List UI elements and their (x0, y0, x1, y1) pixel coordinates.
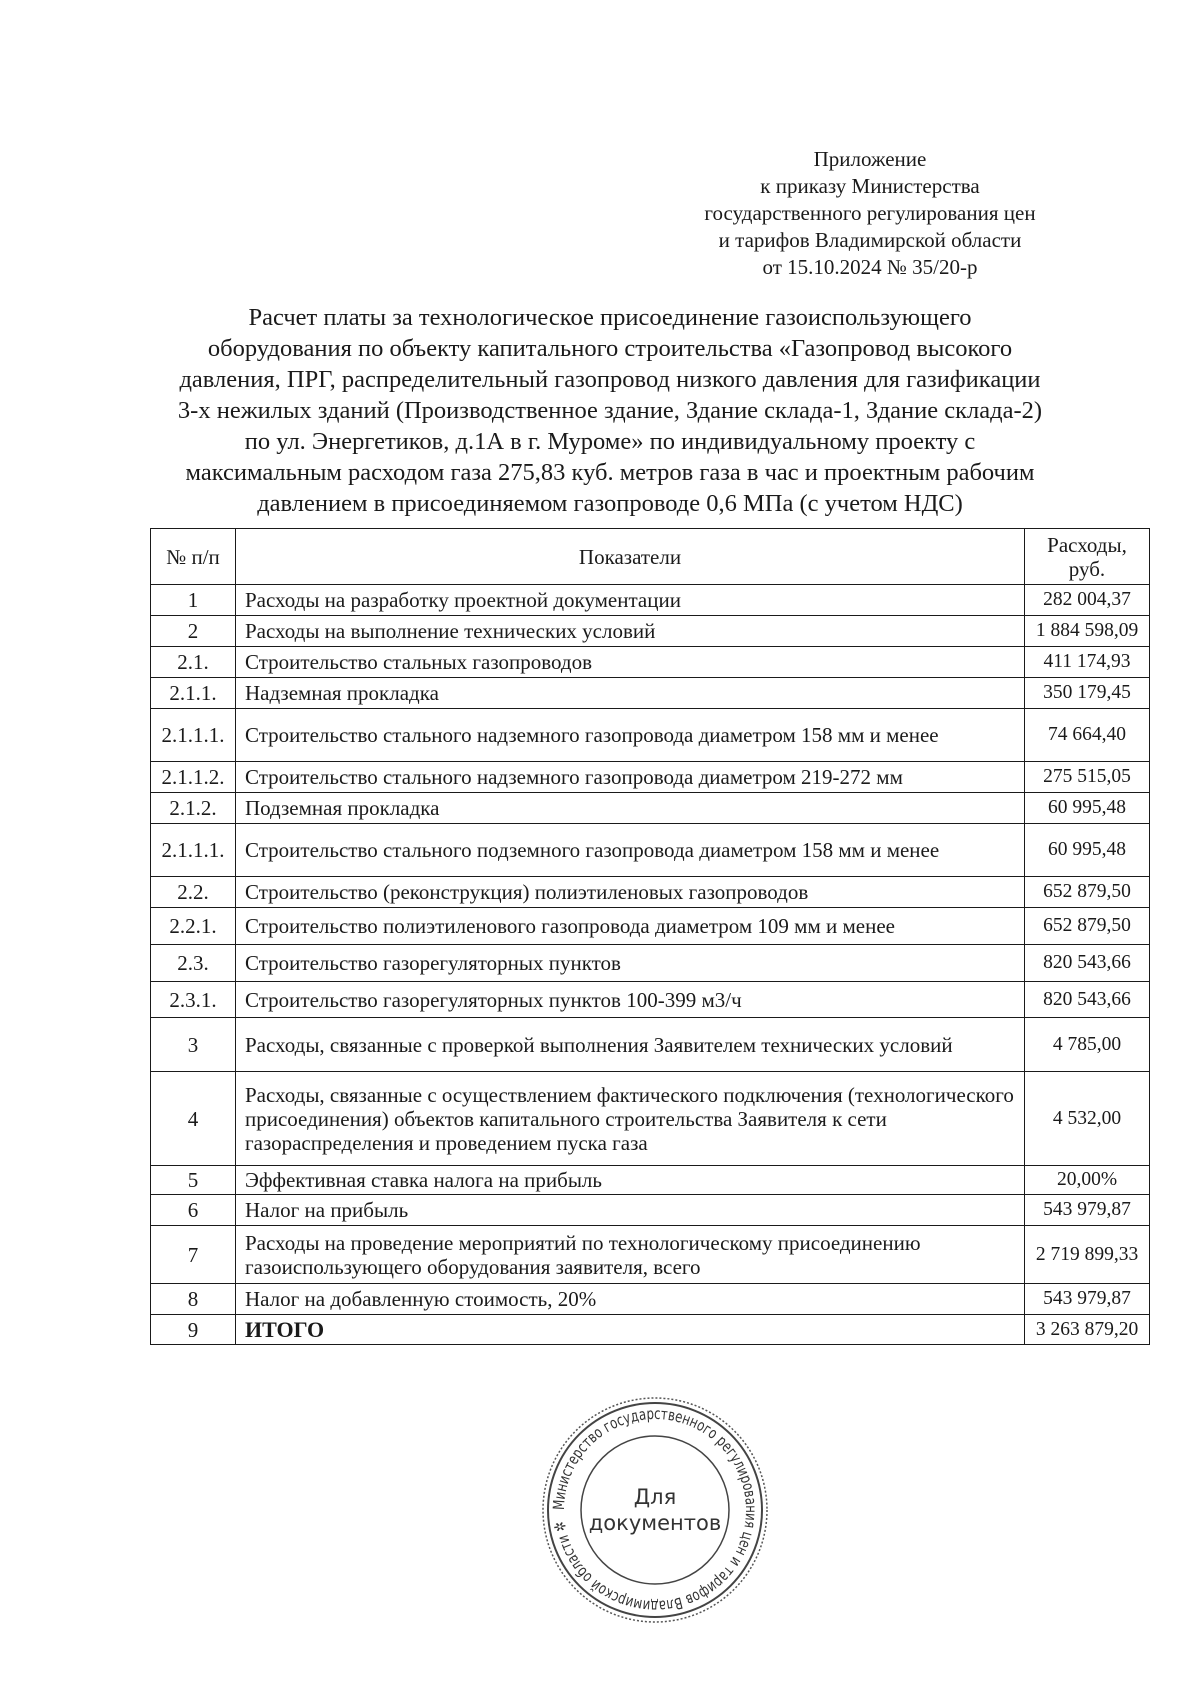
row-indicator: Строительство газорегуляторных пунктов (236, 945, 1025, 982)
row-cost: 1 884 598,09 (1025, 616, 1150, 647)
table-row-total (151, 1315, 1150, 1345)
stamp-ring-text: Министерство государственного регулирования цен и тарифов Владимирской области ✲ (549, 1404, 761, 1616)
document-title (130, 302, 1090, 519)
title-line: оборудования по объекту капитального строительства «Газопровод высокого (207, 335, 1013, 362)
row-cost: 4 785,00 (1025, 1018, 1150, 1072)
row-indicator: Строительство стального надземного газопровода диаметром 158 мм и менее (236, 709, 1025, 762)
header-indicator: Показатели (236, 529, 1025, 585)
row-cost: 4 532,00 (1025, 1072, 1150, 1166)
row-cost: 543 979,87 (1025, 1195, 1150, 1226)
row-num: 2.3. (151, 945, 236, 982)
row-num: 6 (151, 1195, 236, 1226)
table-row (151, 678, 1150, 709)
appendix-line: Приложение (813, 147, 927, 171)
row-cost: 60 995,48 (1025, 793, 1150, 824)
appendix-line: к приказу Министерства (760, 174, 980, 198)
row-indicator: Строительство (реконструкция) полиэтиленовых газопроводов (236, 877, 1025, 908)
row-cost: 74 664,40 (1025, 709, 1150, 762)
row-num: 2 (151, 616, 236, 647)
row-num: 2.1.1.2. (151, 762, 236, 793)
table-row (151, 877, 1150, 908)
row-indicator: Налог на добавленную стоимость, 20% (236, 1284, 1025, 1315)
row-cost: 282 004,37 (1025, 585, 1150, 616)
row-indicator: Расходы, связанные с проверкой выполнения Заявителем технических условий (236, 1018, 1025, 1072)
table-row (151, 945, 1150, 982)
row-cost: 652 879,50 (1025, 877, 1150, 908)
row-cost: 652 879,50 (1025, 908, 1150, 945)
row-num: 2.2.1. (151, 908, 236, 945)
row-num: 8 (151, 1284, 236, 1315)
table-row (151, 1166, 1150, 1195)
row-indicator: Надземная прокладка (236, 678, 1025, 709)
row-indicator: Налог на прибыль (236, 1195, 1025, 1226)
row-indicator: Эффективная ставка налога на прибыль (236, 1166, 1025, 1195)
row-indicator: Расходы, связанные с осуществлением фактического подключения (технологического присоединения) объектов капитального строительства Заявителя к сети газораспределения и проведением пуска газа (236, 1072, 1025, 1166)
row-indicator: Расходы на выполнение технических условий (236, 616, 1025, 647)
title-line: по ул. Энергетиков, д.1А в г. Муроме» по индивидуальному проекту с (244, 428, 976, 455)
row-num: 2.1.1.1. (151, 709, 236, 762)
appendix-line: государственного регулирования цен (704, 201, 1036, 225)
table-row (151, 762, 1150, 793)
row-cost: 350 179,45 (1025, 678, 1150, 709)
stamp-center-line: Для (633, 1485, 677, 1509)
stamp-center (540, 1395, 770, 1625)
table-row (151, 585, 1150, 616)
title-line: максимальным расходом газа 275,83 куб. метров газа в час и проектным рабочим (185, 459, 1035, 486)
row-cost: 543 979,87 (1025, 1284, 1150, 1315)
row-num: 4 (151, 1072, 236, 1166)
row-indicator: Строительство газорегуляторных пунктов 100-399 м3/ч (236, 982, 1025, 1018)
appendix-line: от 15.10.2024 № 35/20-р (762, 255, 978, 279)
row-indicator-total: ИТОГО (236, 1315, 1025, 1345)
row-num: 2.1.1. (151, 678, 236, 709)
table-row (151, 709, 1150, 762)
table-row (151, 982, 1150, 1018)
table-row (151, 1226, 1150, 1284)
row-indicator: Расходы на проведение мероприятий по технологическому присоединению газоиспользующего оборудования заявителя, всего (236, 1226, 1025, 1284)
title-line: 3-х нежилых зданий (Производственное здание, Здание склада-1, Здание склада-2) (177, 397, 1043, 424)
cost-table (150, 528, 1150, 1345)
row-cost: 820 543,66 (1025, 945, 1150, 982)
row-num: 2.2. (151, 877, 236, 908)
row-cost: 60 995,48 (1025, 824, 1150, 877)
row-num: 2.1.2. (151, 793, 236, 824)
row-cost-total: 3 263 879,20 (1025, 1315, 1150, 1345)
row-cost: 2 719 899,33 (1025, 1226, 1150, 1284)
row-num: 2.1.1.1. (151, 824, 236, 877)
row-num: 5 (151, 1166, 236, 1195)
row-cost: 820 543,66 (1025, 982, 1150, 1018)
row-num: 1 (151, 585, 236, 616)
row-cost: 275 515,05 (1025, 762, 1150, 793)
title-line: Расчет платы за технологическое присоединение газоиспользующего (248, 304, 972, 331)
appendix-line: и тарифов Владимирской области (718, 228, 1022, 252)
table-header-row (151, 529, 1150, 585)
row-indicator: Строительство стального надземного газопровода диаметром 219-272 мм (236, 762, 1025, 793)
row-cost: 20,00% (1025, 1166, 1150, 1195)
row-num: 3 (151, 1018, 236, 1072)
table-row (151, 793, 1150, 824)
table-row (151, 1072, 1150, 1166)
appendix-header (660, 146, 1080, 281)
row-indicator: Расходы на разработку проектной документации (236, 585, 1025, 616)
row-indicator: Строительство стальных газопроводов (236, 647, 1025, 678)
table-row (151, 1284, 1150, 1315)
row-cost: 411 174,93 (1025, 647, 1150, 678)
table-row (151, 616, 1150, 647)
title-line: давления, ПРГ, распределительный газопровод низкого давления для газификации (179, 366, 1041, 393)
header-num: № п/п (151, 529, 236, 585)
stamp-center-line: документов (588, 1511, 722, 1535)
table-row (151, 647, 1150, 678)
table-row (151, 824, 1150, 877)
row-indicator: Строительство стального подземного газопровода диаметром 158 мм и менее (236, 824, 1025, 877)
header-cost: Расходы, руб. (1025, 529, 1150, 585)
row-num: 7 (151, 1226, 236, 1284)
row-num: 2.3.1. (151, 982, 236, 1018)
table-row (151, 1018, 1150, 1072)
row-num: 9 (151, 1315, 236, 1345)
row-num: 2.1. (151, 647, 236, 678)
row-indicator: Подземная прокладка (236, 793, 1025, 824)
row-indicator: Строительство полиэтиленового газопровода диаметром 109 мм и менее (236, 908, 1025, 945)
round-stamp (540, 1395, 770, 1625)
table-row (151, 1195, 1150, 1226)
table-row (151, 908, 1150, 945)
title-line: давлением в присоединяемом газопроводе 0,6 МПа (с учетом НДС) (257, 490, 963, 517)
